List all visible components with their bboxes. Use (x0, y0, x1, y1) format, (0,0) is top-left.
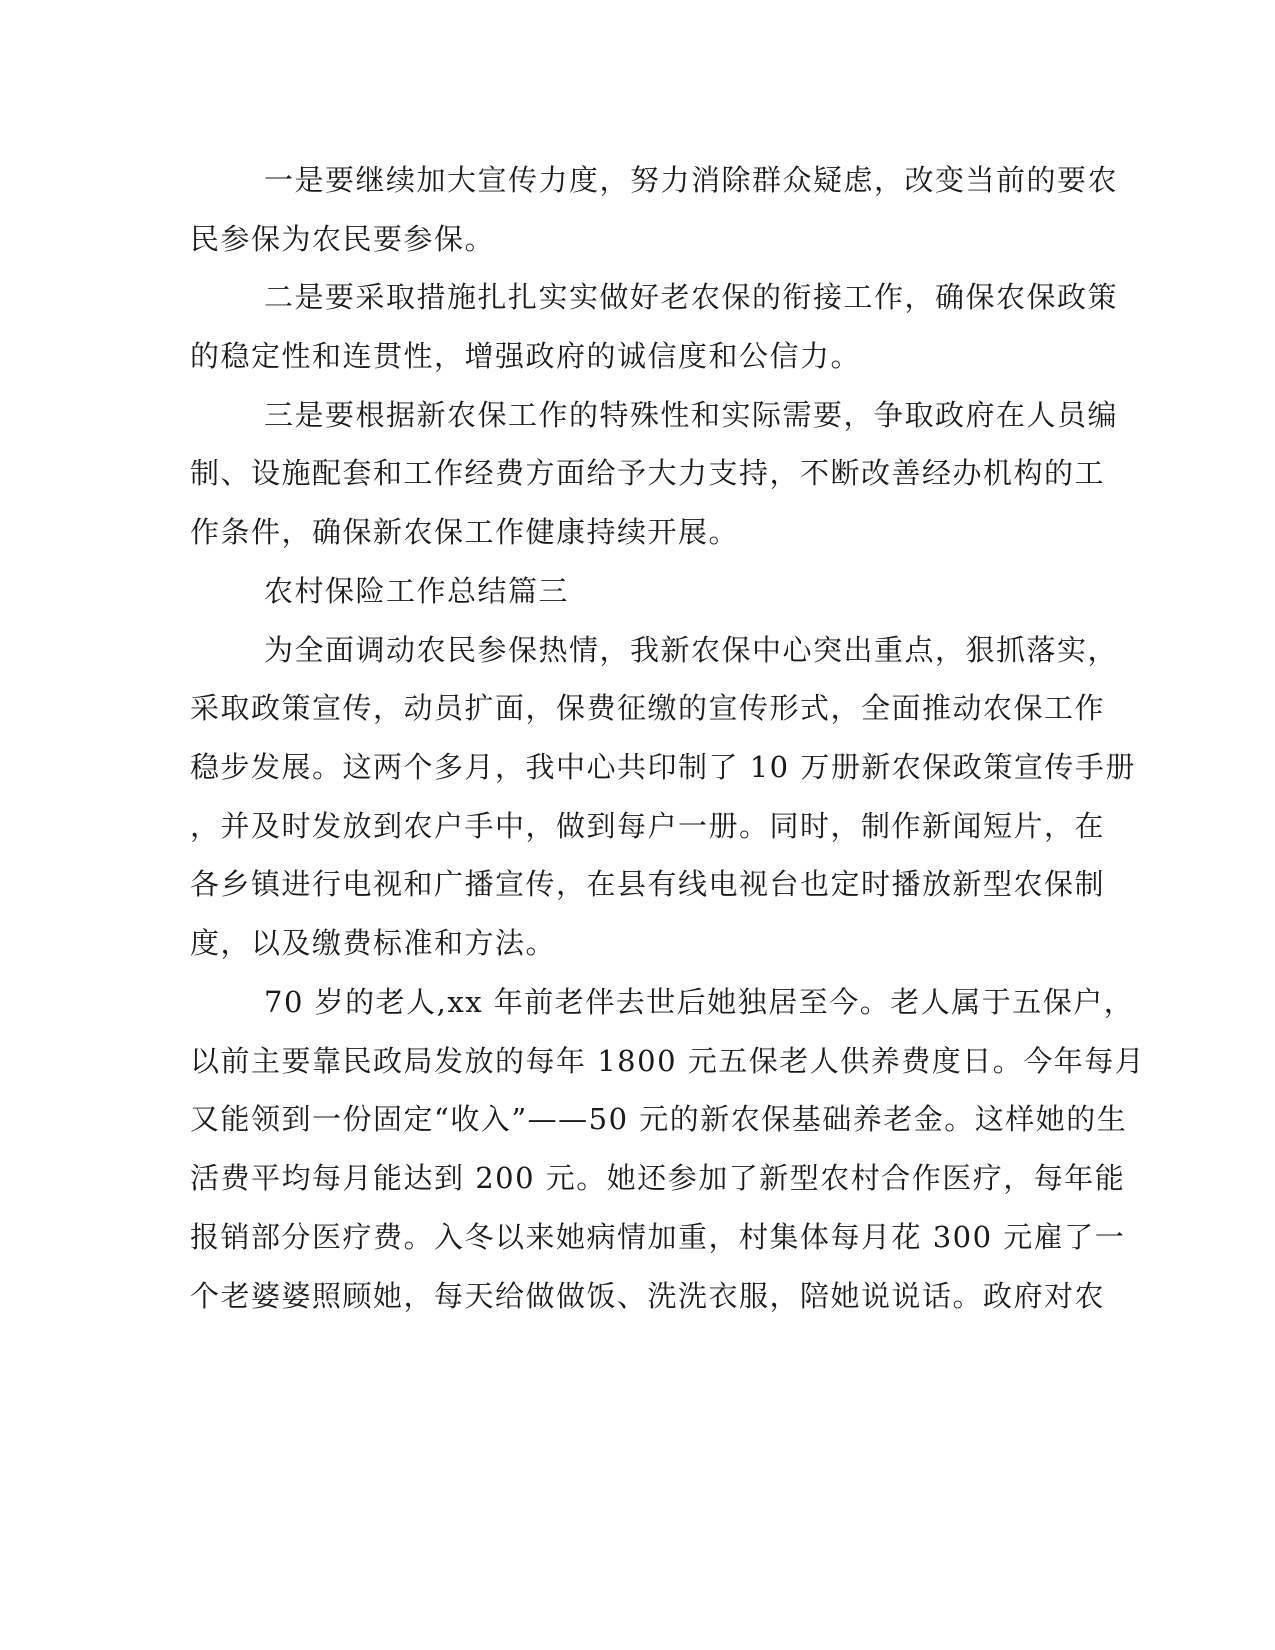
paragraph-2-line-1: 二是要采取措施扎扎实实做好老农保的衔接工作，确保农保政策 (264, 280, 1119, 314)
paragraph-2-line-2: 的稳定性和连贯性，增强政府的诚信度和公信力。 (190, 339, 862, 373)
paragraph-1-line-2: 民参保为农民要参保。 (190, 222, 496, 256)
paragraph-3-line-1: 三是要根据新农保工作的特殊性和实际需要，争取政府在人员编 (264, 398, 1119, 432)
paragraph-3-line-3: 作条件，确保新农保工作健康持续开展。 (190, 515, 740, 549)
paragraph-5-line-4: 活费平均每月能达到 200 元。她还参加了新型农村合作医疗，每年能 (190, 1161, 1126, 1195)
paragraph-4-line-3: 稳步发展。这两个多月，我中心共印制了 10 万册新农保政策宣传手册 (190, 750, 1136, 784)
paragraph-5-line-3: 又能领到一份固定“收入”——50 元的新农保基础养老金。这样她的生 (190, 1102, 1128, 1136)
paragraph-4-line-6: 度，以及缴费标准和方法。 (190, 926, 557, 960)
paragraph-4-line-1: 为全面调动农民参保热情，我新农保中心突出重点，狠抓落实， (264, 633, 1119, 667)
paragraph-4-line-5: 各乡镇进行电视和广播宣传，在县有线电视台也定时播放新型农保制 (190, 867, 1106, 901)
paragraph-3-line-2: 制、设施配套和工作经费方面给予大力支持，不断改善经办机构的工 (190, 456, 1106, 490)
paragraph-5-line-6: 个老婆婆照顾她，每天给做做饭、洗洗衣服，陪她说说话。政府对农 (190, 1279, 1106, 1313)
paragraph-4-line-4: ，并及时发放到农户手中，做到每户一册。同时，制作新闻短片，在 (190, 809, 1106, 843)
paragraph-4-line-2: 采取政策宣传，动员扩面，保费征缴的宣传形式，全面推动农保工作 (190, 691, 1106, 725)
section-heading: 农村保险工作总结篇三 (264, 574, 570, 608)
paragraph-5-line-1: 70 岁的老人,xx 年前老伴去世后她独居至今。老人属于五保户， (264, 985, 1135, 1019)
paragraph-5-line-5: 报销部分医疗费。入冬以来她病情加重，村集体每月花 300 元雇了一 (190, 1220, 1126, 1254)
paragraph-1-line-1: 一是要继续加大宣传力度，努力消除群众疑虑，改变当前的要农 (264, 163, 1119, 197)
paragraph-5-line-2: 以前主要靠民政局发放的每年 1800 元五保老人供养费度日。今年每月 (190, 1044, 1146, 1078)
